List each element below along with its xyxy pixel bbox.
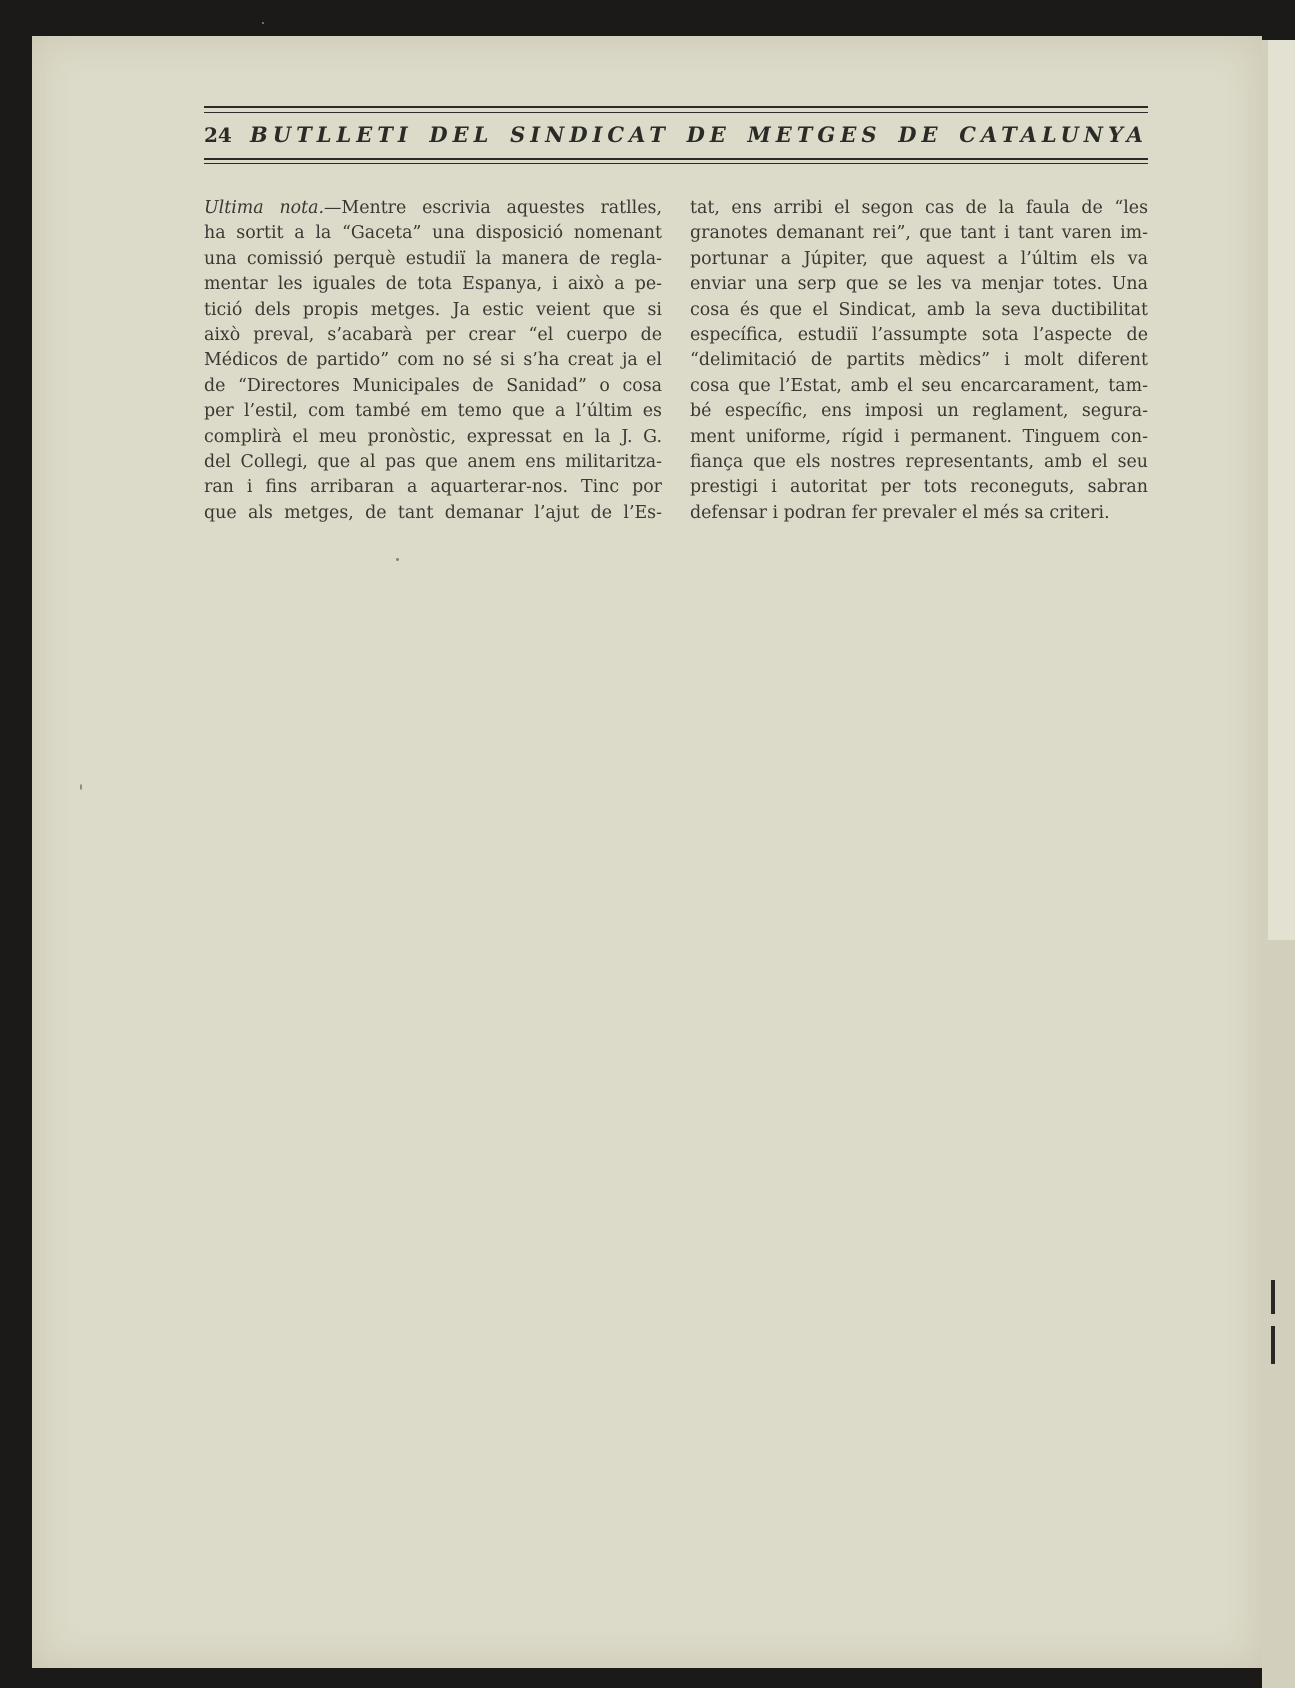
text-line: prestigi i autoritat per tots reconeguts, sabran xyxy=(690,477,1148,498)
page-number: 24 xyxy=(204,123,232,147)
text-line: cosa és que el Sindicat, amb la seva ductibilitat xyxy=(690,299,1148,320)
text-line: ha sortit a la “Gaceta” una disposició nomenant xyxy=(204,223,662,244)
body-columns xyxy=(204,196,1148,526)
next-page-edge-strip xyxy=(1268,40,1295,940)
edge-mark xyxy=(1271,1326,1275,1364)
text-line: complirà el meu pronòstic, expressat en la J. G. xyxy=(204,426,662,447)
header-top-rule-thin xyxy=(204,112,1148,113)
journal-title-word: DEL xyxy=(429,122,494,147)
journal-title-word: DE xyxy=(686,122,731,147)
text-line: enviar una serp que se les va menjar totes. Una xyxy=(690,274,1148,295)
text-line: per l’estil, com també em temo que a l’últim es xyxy=(204,401,662,422)
text-line: Médicos de partido” com no sé si s’ha creat ja el xyxy=(204,350,662,371)
lead-phrase: Ultima nota. xyxy=(204,198,324,218)
text-line xyxy=(204,196,662,221)
running-header xyxy=(204,106,1148,164)
journal-title-word: CATALUNYA xyxy=(959,122,1148,147)
running-head xyxy=(204,122,1148,147)
text-line: granotes demanant rei”, que tant i tant varen im- xyxy=(690,223,1148,244)
text-line: ran i fins arribaran a aquarterar-nos. Tinc por xyxy=(204,477,662,498)
text-line: una comissió perquè estudiï la manera de regla- xyxy=(204,248,662,269)
text-line: fiança que els nostres representants, amb el seu xyxy=(690,451,1148,472)
left-column xyxy=(204,196,662,526)
text-line: defensar i podran fer prevaler el més sa criteri. xyxy=(690,502,1110,523)
journal-title-word: METGES xyxy=(747,122,882,147)
right-column xyxy=(690,196,1148,526)
text-line: de “Directores Municipales de Sanidad” o cosa xyxy=(204,375,662,396)
text-line: que als metges, de tant demanar l’ajut de l’Es- xyxy=(204,502,662,523)
journal-title xyxy=(250,122,1148,147)
header-bottom-rule xyxy=(204,158,1148,160)
header-top-rule xyxy=(204,106,1148,108)
paper-speck xyxy=(262,22,264,24)
edge-mark xyxy=(1271,1280,1275,1314)
text-line: portunar a Júpiter, que aquest a l’últim els va xyxy=(690,248,1148,269)
text-line-rest: —Mentre escrivia aquestes ratlles, xyxy=(324,198,662,218)
header-bottom-rule-thin xyxy=(204,163,1148,164)
text-line: tició dels propis metges. Ja estic veient que si xyxy=(204,299,662,320)
text-line: això preval, s’acabarà per crear “el cuerpo de xyxy=(204,324,662,345)
text-line: del Collegi, que al pas que anem ens militaritza- xyxy=(204,451,662,472)
text-line: “delimitació de partits mèdics” i molt diferent xyxy=(690,350,1148,371)
text-line: específica, estudiï l’assumpte sota l’aspecte de xyxy=(690,324,1148,345)
paper-speck xyxy=(396,558,399,561)
journal-title-word: DE xyxy=(898,122,943,147)
text-line: ment uniforme, rígid i permanent. Tinguem con- xyxy=(690,426,1148,447)
journal-title-word: BUTLLETI xyxy=(250,122,413,147)
text-line: tat, ens arribi el segon cas de la faula de “les xyxy=(690,198,1148,218)
text-line: mentar les iguales de tota Espanya, i això a pe- xyxy=(204,274,662,295)
text-line: bé específic, ens imposi un reglament, segura- xyxy=(690,401,1148,422)
journal-title-word: SINDICAT xyxy=(510,122,670,147)
paper-speck xyxy=(80,784,82,790)
text-line: cosa que l’Estat, amb el seu encarcarament, tam- xyxy=(690,375,1148,396)
